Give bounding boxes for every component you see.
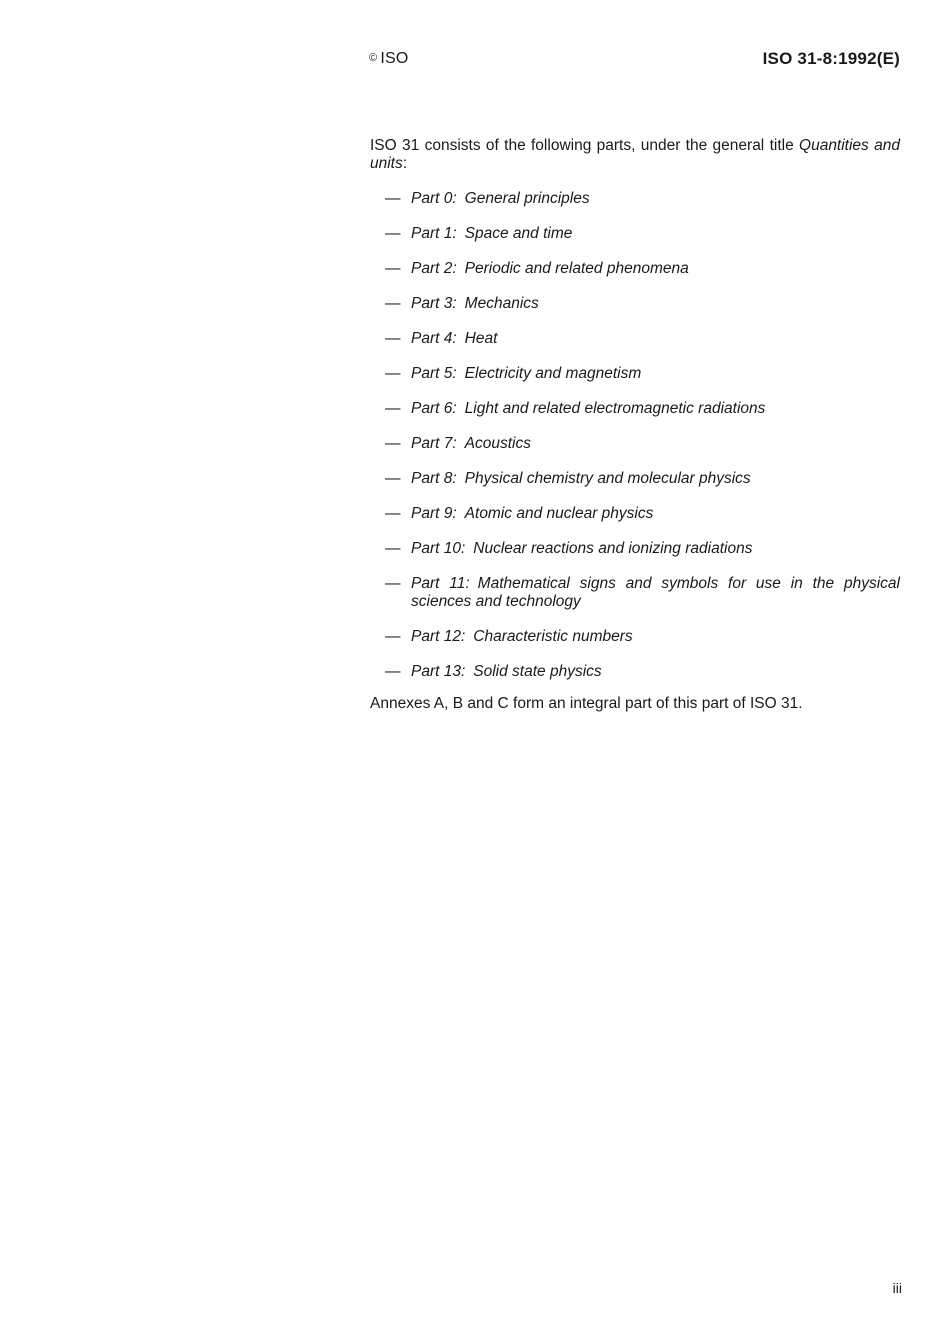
document-body [370, 137, 900, 729]
intro-text: ISO 31 consists of the following parts, under the general title [370, 137, 800, 154]
part-number: Part 7: [411, 435, 457, 452]
list-dash: — [385, 400, 401, 417]
list-dash: — [385, 470, 401, 487]
part-title: Light and related electromagnetic radiations [464, 400, 766, 417]
part-title: Electricity and magnetism [464, 365, 642, 382]
list-dash: — [385, 225, 401, 242]
part-number: Part 10: [411, 540, 466, 557]
part-number: Part 3: [411, 295, 457, 312]
list-dash: — [385, 628, 401, 645]
list-dash: — [385, 663, 401, 680]
list-item [370, 225, 900, 243]
part-title: Atomic and nuclear physics [464, 505, 654, 522]
part-title: Heat [464, 330, 498, 347]
list-item [370, 330, 900, 348]
header-copyright [369, 50, 408, 68]
part-number: Part 9: [411, 505, 457, 522]
list-item [370, 540, 900, 558]
header-org: ISO [380, 50, 409, 67]
list-item [370, 663, 900, 681]
part-number: Part 8: [411, 470, 457, 487]
intro-title: Quantities and units [370, 137, 900, 172]
annex-paragraph: Annexes A, B and C form an integral part of this part of ISO 31. [370, 695, 803, 712]
list-dash: — [385, 295, 401, 312]
part-title: Nuclear reactions and ionizing radiations [473, 540, 753, 557]
page-number: iii [892, 1280, 902, 1296]
part-title: Mechanics [464, 295, 539, 312]
list-dash: — [385, 575, 401, 592]
list-dash: — [385, 505, 401, 522]
list-item [370, 190, 900, 208]
list-dash: — [385, 330, 401, 347]
list-item [370, 435, 900, 453]
list-item [370, 260, 900, 278]
part-title: Characteristic numbers [473, 628, 633, 645]
intro-paragraph [370, 137, 900, 173]
part-title: Solid state physics [473, 663, 602, 680]
part-number: Part 2: [411, 260, 457, 277]
part-title: Acoustics [464, 435, 532, 452]
list-dash: — [385, 190, 401, 207]
list-dash: — [385, 435, 401, 452]
part-number: Part 13: [411, 663, 466, 680]
list-item [370, 400, 900, 418]
list-item [370, 295, 900, 313]
list-dash: — [385, 540, 401, 557]
part-title: Physical chemistry and molecular physics [464, 470, 751, 487]
list-item [370, 470, 900, 488]
list-item [370, 365, 900, 383]
part-title: General principles [464, 190, 590, 207]
part-number: Part 5: [411, 365, 457, 382]
part-title: Periodic and related phenomena [464, 260, 689, 277]
list-item [370, 505, 900, 523]
part-number: Part 0: [411, 190, 457, 207]
list-dash: — [385, 260, 401, 277]
list-item [370, 628, 900, 646]
copyright-symbol: © [369, 52, 378, 64]
list-item [370, 575, 900, 611]
part-title: Space and time [464, 225, 573, 242]
part-number: Part 6: [411, 400, 457, 417]
part-number: Part 4: [411, 330, 457, 347]
part-number: Part 12: [411, 628, 466, 645]
intro-colon: : [402, 155, 408, 172]
parts-list [370, 190, 900, 681]
part-title: Mathematical signs and symbols for use in the physical sciences and technology [411, 575, 900, 610]
list-dash: — [385, 365, 401, 382]
part-number: Part 11: [411, 575, 470, 592]
document-identifier: ISO 31-8:1992(E) [762, 49, 900, 68]
part-number: Part 1: [411, 225, 457, 242]
